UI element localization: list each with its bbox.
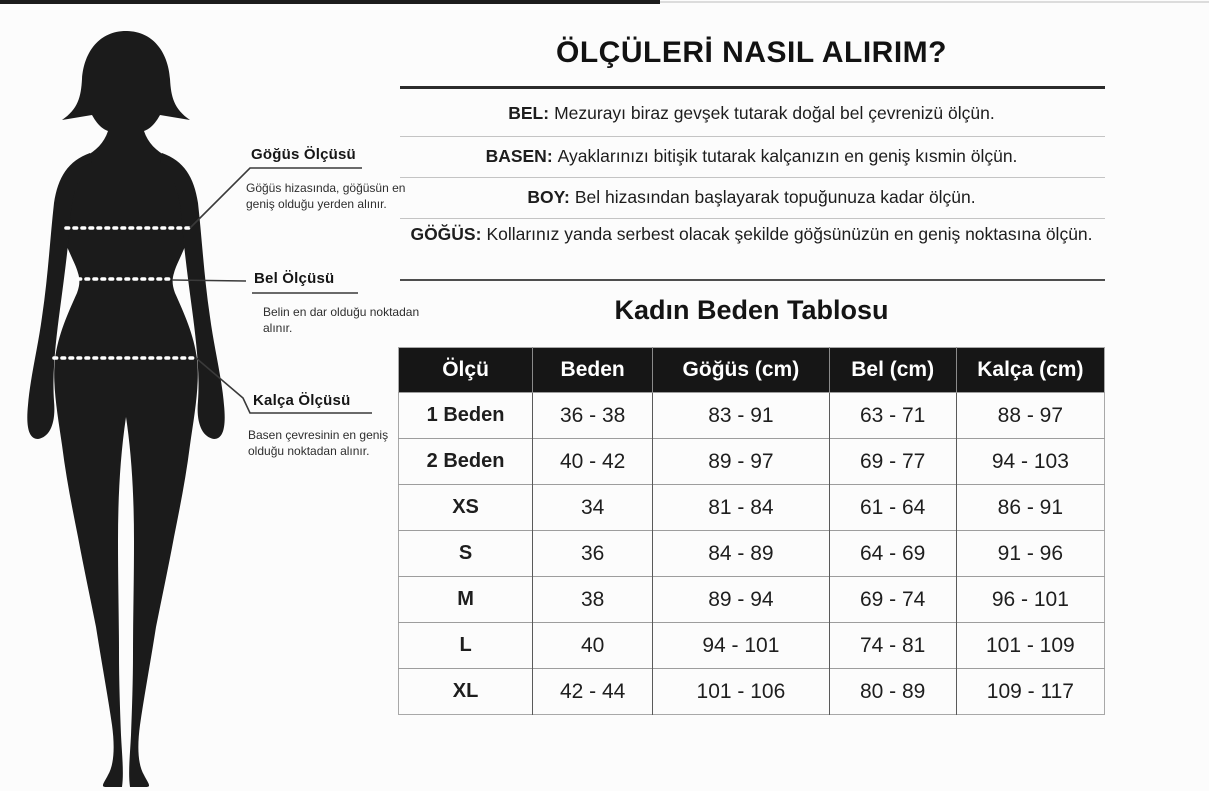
table-cell: 88 - 97 bbox=[956, 393, 1104, 439]
table-row bbox=[399, 393, 1105, 439]
table-row bbox=[399, 531, 1105, 577]
instruction-text: Ayaklarınızı bitişik tutarak kalçanızın en geniş kısmin ölçün. bbox=[557, 146, 1018, 166]
table-cell: 96 - 101 bbox=[956, 577, 1104, 623]
table-cell: 91 - 96 bbox=[956, 531, 1104, 577]
table-cell: L bbox=[399, 623, 533, 669]
divider bbox=[400, 136, 1105, 137]
top-border-bar bbox=[0, 0, 660, 4]
instruction-row-basen bbox=[398, 144, 1105, 169]
table-cell: 74 - 81 bbox=[829, 623, 956, 669]
table-cell: 80 - 89 bbox=[829, 669, 956, 715]
size-table-title: Kadın Beden Tablosu bbox=[614, 295, 889, 325]
table-row bbox=[399, 439, 1105, 485]
table-cell: 94 - 101 bbox=[653, 623, 830, 669]
instruction-text: Mezurayı biraz gevşek tutarak doğal bel çevrenizü ölçün. bbox=[554, 103, 995, 123]
table-cell: 83 - 91 bbox=[653, 393, 830, 439]
header-cell-kalca: Kalça (cm) bbox=[956, 348, 1104, 393]
table-cell: 86 - 91 bbox=[956, 485, 1104, 531]
instruction-text: Kollarınız yanda serbest olacak şekilde göğsünüzün en geniş noktasına ölçün. bbox=[486, 224, 1093, 244]
table-cell: 69 - 77 bbox=[829, 439, 956, 485]
table-cell: 36 - 38 bbox=[533, 393, 653, 439]
table-cell: 89 - 97 bbox=[653, 439, 830, 485]
instructions-title: ÖLÇÜLERİ NASIL ALIRIM? bbox=[556, 36, 947, 69]
table-cell: 101 - 109 bbox=[956, 623, 1104, 669]
divider-thick-bottom bbox=[400, 279, 1105, 281]
table-cell: XS bbox=[399, 485, 533, 531]
table-header-row bbox=[399, 348, 1105, 393]
size-table bbox=[398, 347, 1105, 715]
header-cell-olcu: Ölçü bbox=[399, 348, 533, 393]
table-cell: 101 - 106 bbox=[653, 669, 830, 715]
table-cell: 40 bbox=[533, 623, 653, 669]
table-cell: M bbox=[399, 577, 533, 623]
table-cell: 89 - 94 bbox=[653, 577, 830, 623]
table-cell: 63 - 71 bbox=[829, 393, 956, 439]
table-cell: 36 bbox=[533, 531, 653, 577]
divider-thick-top bbox=[400, 86, 1105, 89]
size-table-container bbox=[398, 347, 1105, 715]
divider bbox=[400, 218, 1105, 219]
woman-silhouette-figure bbox=[0, 25, 430, 791]
table-cell: 109 - 117 bbox=[956, 669, 1104, 715]
table-cell: 40 - 42 bbox=[533, 439, 653, 485]
waist-callout-title: Bel Ölçüsü bbox=[254, 270, 335, 287]
table-cell: XL bbox=[399, 669, 533, 715]
table-row bbox=[399, 623, 1105, 669]
instruction-row-boy bbox=[398, 185, 1105, 210]
divider bbox=[400, 177, 1105, 178]
table-cell: 61 - 64 bbox=[829, 485, 956, 531]
instruction-label: BASEN: bbox=[485, 146, 553, 166]
table-row bbox=[399, 669, 1105, 715]
top-border-bar-faint bbox=[660, 1, 1209, 3]
table-cell: 38 bbox=[533, 577, 653, 623]
hip-callout-title: Kalça Ölçüsü bbox=[253, 392, 351, 409]
table-cell: 81 - 84 bbox=[653, 485, 830, 531]
table-cell: 94 - 103 bbox=[956, 439, 1104, 485]
hip-callout-description: Basen çevresinin en geniş olduğu noktadan alınır. bbox=[248, 428, 389, 459]
instruction-label: GÖĞÜS: bbox=[410, 224, 482, 244]
table-cell: S bbox=[399, 531, 533, 577]
chest-callout-description: Göğüs hizasında, göğüsün en geniş olduğu yerden alınır. bbox=[246, 181, 406, 212]
instruction-label: BEL: bbox=[508, 103, 550, 123]
header-cell-beden: Beden bbox=[533, 348, 653, 393]
table-cell: 1 Beden bbox=[399, 393, 533, 439]
table-cell: 2 Beden bbox=[399, 439, 533, 485]
instruction-row-gogus bbox=[403, 222, 1100, 247]
instruction-label: BOY: bbox=[527, 187, 570, 207]
table-cell: 69 - 74 bbox=[829, 577, 956, 623]
waist-callout-connector bbox=[172, 280, 246, 281]
waist-callout-description: Belin en dar olduğu noktadan alınır. bbox=[263, 305, 420, 336]
header-cell-gogus: Göğüs (cm) bbox=[653, 348, 830, 393]
instruction-text: Bel hizasından başlayarak topuğunuza kadar ölçün. bbox=[574, 187, 976, 207]
table-cell: 64 - 69 bbox=[829, 531, 956, 577]
table-cell: 34 bbox=[533, 485, 653, 531]
instruction-row-bel bbox=[398, 101, 1105, 126]
chest-callout-title: Göğüs Ölçüsü bbox=[251, 146, 356, 163]
table-row bbox=[399, 485, 1105, 531]
table-cell: 84 - 89 bbox=[653, 531, 830, 577]
silhouette-head bbox=[62, 31, 190, 131]
table-row bbox=[399, 577, 1105, 623]
table-cell: 42 - 44 bbox=[533, 669, 653, 715]
header-cell-bel: Bel (cm) bbox=[829, 348, 956, 393]
